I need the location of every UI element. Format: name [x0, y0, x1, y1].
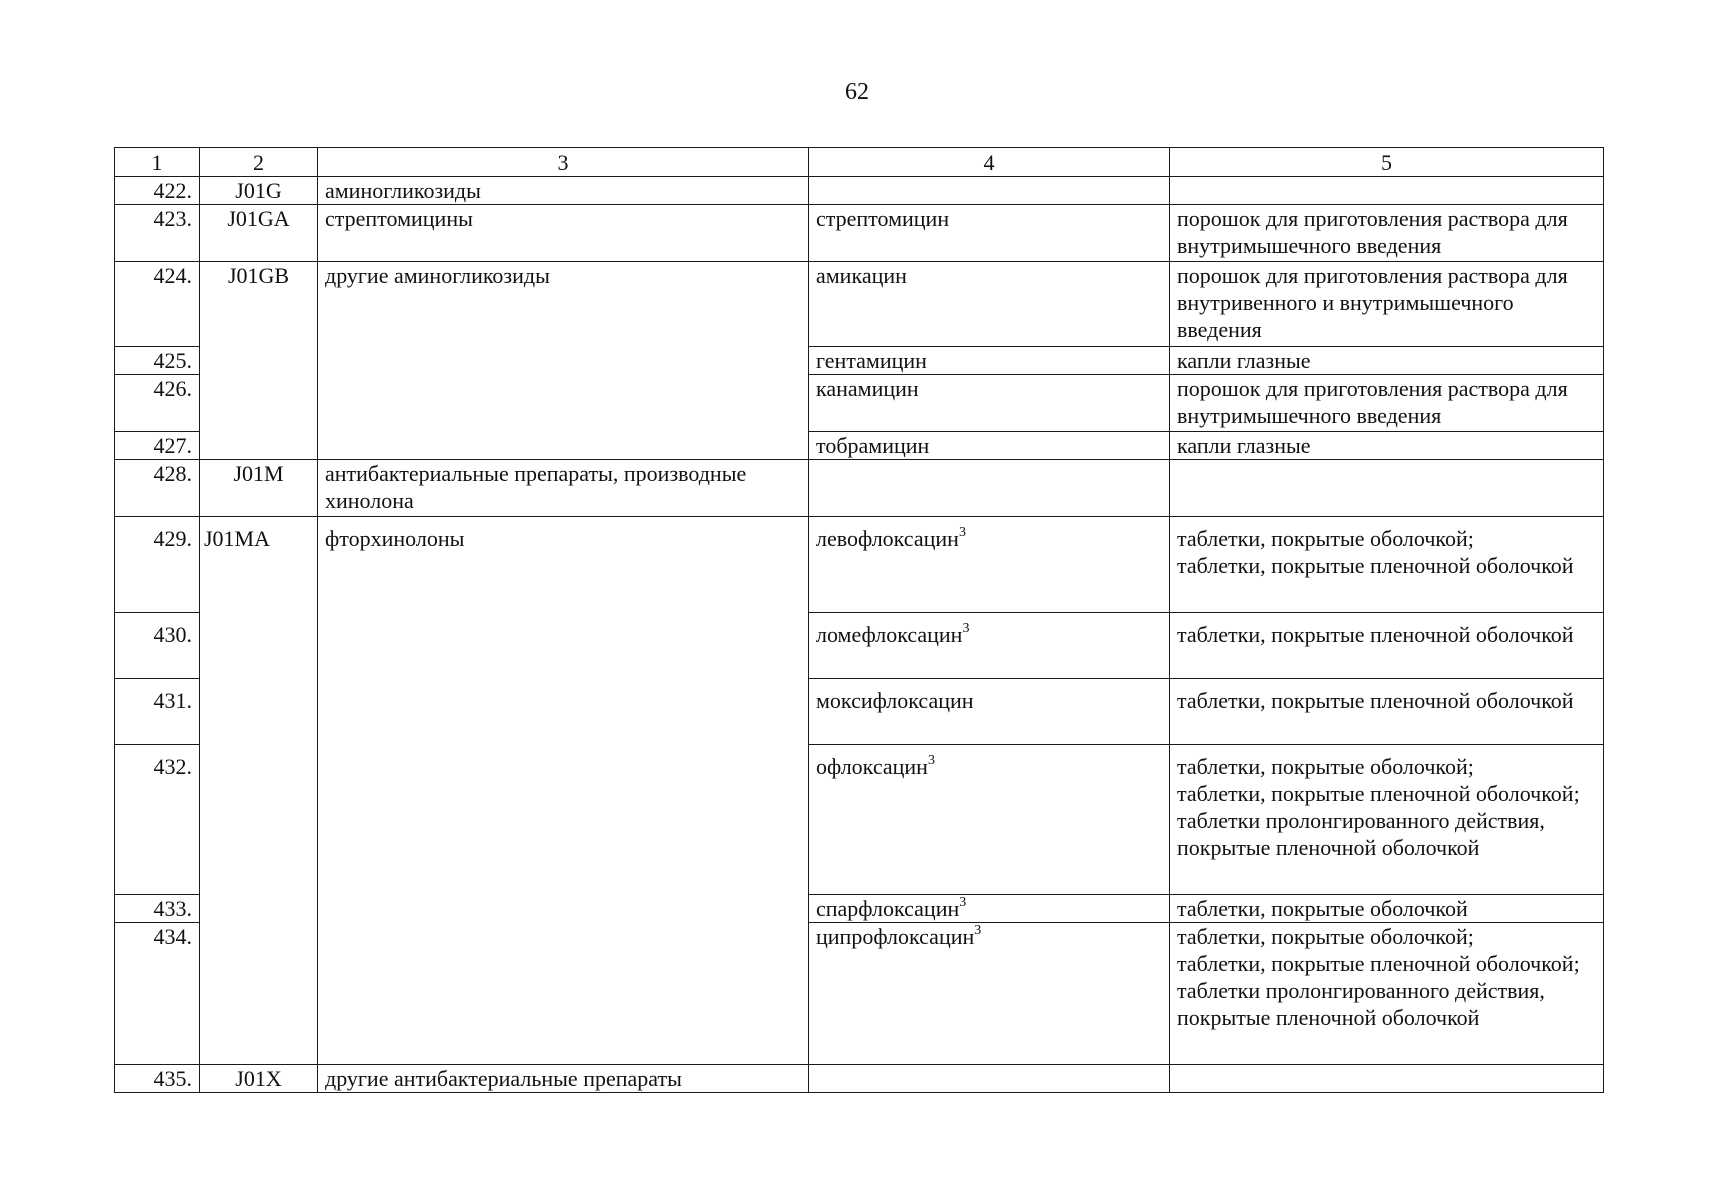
dosage-form: таблетки, покрытые оболочкой	[1170, 895, 1604, 923]
atc-code: J01MA	[200, 517, 318, 1065]
row-number: 432.	[115, 745, 200, 895]
dosage-form: таблетки, покрытые оболочкой; таблетки, покрытые пленочной оболочкой; таблетки пролонгированного действия, покрытые пленочной оболочкой	[1170, 745, 1604, 895]
row-number: 433.	[115, 895, 200, 923]
group-name: аминогликозиды	[318, 177, 809, 205]
drug-table	[114, 147, 1604, 1093]
dosage-form: порошок для приготовления раствора для внутримышечного введения	[1170, 205, 1604, 262]
dosage-form	[1170, 177, 1604, 205]
drug-name	[809, 1065, 1170, 1093]
table-row	[115, 460, 1604, 517]
table-header-row	[115, 148, 1604, 177]
group-name: фторхинолоны	[318, 517, 809, 1065]
group-name: стрептомицины	[318, 205, 809, 262]
column-header: 3	[318, 148, 809, 177]
dosage-form: таблетки, покрытые оболочкой; таблетки, покрытые пленочной оболочкой; таблетки пролонгированного действия, покрытые пленочной оболочкой	[1170, 923, 1604, 1065]
row-number: 431.	[115, 679, 200, 745]
drug-name: канамицин	[809, 375, 1170, 432]
row-number: 434.	[115, 923, 200, 1065]
drug-name: ломефлоксацин$^3$	[809, 613, 1170, 679]
dosage-form: порошок для приготовления раствора для внутривенного и внутримышечного введения	[1170, 262, 1604, 347]
drug-name: гентамицин	[809, 347, 1170, 375]
drug-name	[809, 177, 1170, 205]
drug-name: офлоксацин$^3$	[809, 745, 1170, 895]
group-name: другие антибактериальные препараты	[318, 1065, 809, 1093]
column-header: 2	[200, 148, 318, 177]
group-name: другие аминогликозиды	[318, 262, 809, 460]
dosage-form	[1170, 460, 1604, 517]
table-row	[115, 177, 1604, 205]
dosage-form: капли глазные	[1170, 347, 1604, 375]
dosage-form: таблетки, покрытые пленочной оболочкой	[1170, 679, 1604, 745]
table-row	[115, 205, 1604, 262]
atc-code: J01GA	[200, 205, 318, 262]
atc-code: J01GB	[200, 262, 318, 460]
drug-name: моксифлоксацин	[809, 679, 1170, 745]
dosage-form: таблетки, покрытые оболочкой; таблетки, покрытые пленочной оболочкой	[1170, 517, 1604, 613]
row-number: 428.	[115, 460, 200, 517]
page-number: 62	[845, 79, 869, 105]
dosage-form	[1170, 1065, 1604, 1093]
atc-code: J01X	[200, 1065, 318, 1093]
row-number: 425.	[115, 347, 200, 375]
table-row	[115, 1065, 1604, 1093]
dosage-form: порошок для приготовления раствора для внутримышечного введения	[1170, 375, 1604, 432]
drug-name	[809, 460, 1170, 517]
row-number: 435.	[115, 1065, 200, 1093]
row-number: 422.	[115, 177, 200, 205]
atc-code: J01G	[200, 177, 318, 205]
drug-name: ципрофлоксацин$^3$	[809, 923, 1170, 1065]
row-number: 429.	[115, 517, 200, 613]
column-header: 1	[115, 148, 200, 177]
row-number: 426.	[115, 375, 200, 432]
row-number: 427.	[115, 432, 200, 460]
column-header: 4	[809, 148, 1170, 177]
drug-name: амикацин	[809, 262, 1170, 347]
group-name: антибактериальные препараты, производные хинолона	[318, 460, 809, 517]
row-number: 424.	[115, 262, 200, 347]
table-row	[115, 517, 1604, 613]
dosage-form: таблетки, покрытые пленочной оболочкой	[1170, 613, 1604, 679]
column-header: 5	[1170, 148, 1604, 177]
table-row	[115, 262, 1604, 347]
row-number: 430.	[115, 613, 200, 679]
atc-code: J01M	[200, 460, 318, 517]
row-number: 423.	[115, 205, 200, 262]
drug-name: левофлоксацин$^3$	[809, 517, 1170, 613]
drug-name: спарфлоксацин$^3$	[809, 895, 1170, 923]
drug-name: стрептомицин	[809, 205, 1170, 262]
dosage-form: капли глазные	[1170, 432, 1604, 460]
drug-name: тобрамицин	[809, 432, 1170, 460]
